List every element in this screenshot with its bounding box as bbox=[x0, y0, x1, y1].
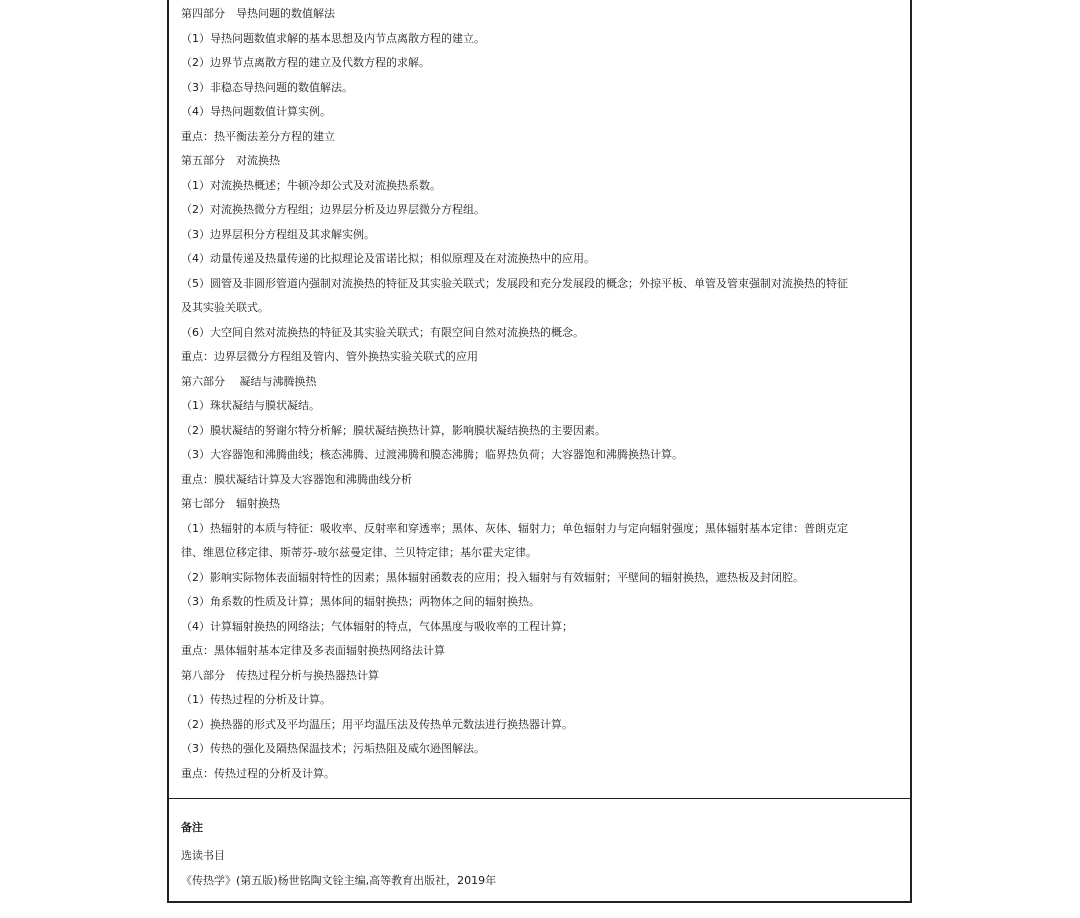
section-heading-part7: 第七部分 辐射换热 bbox=[181, 497, 280, 510]
key-point: 重点：膜状凝结计算及大容器饱和沸腾曲线分析 bbox=[181, 472, 412, 486]
section-heading-part5: 第五部分 对流换热 bbox=[181, 154, 280, 167]
list-item: （2）影响实际物体表面辐射特性的因素；黑体辐射函数表的应用；投入辐射与有效辐射；平壁间的辐射换热，遮热板及封闭腔。 bbox=[181, 570, 804, 584]
key-point: 重点：边界层微分方程组及管内、管外换热实验关联式的应用 bbox=[181, 350, 478, 363]
syllabus-table bbox=[167, 0, 912, 903]
list-item: （3）角系数的性质及计算；黑体间的辐射换热；两物体之间的辐射换热。 bbox=[181, 595, 540, 608]
list-item: （1）对流换热概述；牛顿冷却公式及对流换热系数。 bbox=[181, 178, 441, 192]
list-item: （1）传热过程的分析及计算。 bbox=[181, 693, 331, 706]
list-item: （2）膜状凝结的努谢尔特分析解；膜状凝结换热计算，影响膜状凝结换热的主要因素。 bbox=[181, 423, 606, 437]
list-item: （1）珠状凝结与膜状凝结。 bbox=[181, 399, 320, 412]
notes-cell bbox=[169, 800, 910, 893]
list-item: （6）大空间自然对流换热的特征及其实验关联式；有限空间自然对流换热的概念。 bbox=[181, 325, 584, 339]
list-item: （2）边界节点离散方程的建立及代数方程的求解。 bbox=[181, 56, 430, 69]
list-item: （4）计算辐射换热的网络法；气体辐射的特点，气体黑度与吸收率的工程计算； bbox=[181, 619, 573, 633]
list-item: （5）圆管及非圆形管道内强制对流换热的特征及其实验关联式；发展段和充分发展段的概念；外掠平板、单管及管束强制对流换热的特征 bbox=[181, 276, 848, 290]
list-item: （1）热辐射的本质与特征：吸收率、反射率和穿透率；黑体、灰体、辐射力；单色辐射力与定向辐射强度；黑体辐射基本定律：普朗克定 bbox=[181, 521, 848, 535]
key-point: 重点：黑体辐射基本定律及多表面辐射换热网络法计算 bbox=[181, 644, 445, 657]
syllabus-content-cell bbox=[169, 0, 910, 799]
section-heading-part4: 第四部分 导热问题的数值解法 bbox=[181, 7, 335, 20]
reading-list-label: 选读书目 bbox=[181, 849, 225, 862]
list-item: （1）导热问题数值求解的基本思想及内节点离散方程的建立。 bbox=[181, 31, 485, 45]
key-point: 重点：热平衡法差分方程的建立 bbox=[181, 129, 335, 143]
reference-book: 《传热学》(第五版)杨世铭陶文铨主编,高等教育出版社，2019年 bbox=[181, 873, 497, 887]
list-item-continuation: 律、维恩位移定律、斯蒂芬-玻尔兹曼定律、兰贝特定律；基尔霍夫定律。 bbox=[181, 546, 537, 559]
list-item: （3）传热的强化及隔热保温技术；污垢热阻及威尔逊图解法。 bbox=[181, 742, 485, 755]
list-item: （3）大容器饱和沸腾曲线；核态沸腾、过渡沸腾和膜态沸腾；临界热负荷；大容器饱和沸腾换热计算。 bbox=[181, 448, 683, 461]
list-item: （4）导热问题数值计算实例。 bbox=[181, 105, 331, 118]
list-item-continuation: 及其实验关联式。 bbox=[181, 301, 269, 314]
list-item: （3）非稳态导热问题的数值解法。 bbox=[181, 80, 353, 94]
list-item: （2）换热器的形式及平均温压；用平均温压法及传热单元数法进行换热器计算。 bbox=[181, 717, 573, 731]
list-item: （2）对流换热微分方程组；边界层分析及边界层微分方程组。 bbox=[181, 203, 485, 216]
notes-title: 备注 bbox=[181, 821, 203, 834]
section-heading-part6: 第六部分 凝结与沸腾换热 bbox=[181, 374, 317, 388]
list-item: （3）边界层积分方程组及其求解实例。 bbox=[181, 227, 375, 241]
list-item: （4）动量传递及热量传递的比拟理论及雷诺比拟；相似原理及在对流换热中的应用。 bbox=[181, 252, 595, 265]
section-heading-part8: 第八部分 传热过程分析与换热器热计算 bbox=[181, 668, 379, 682]
key-point: 重点：传热过程的分析及计算。 bbox=[181, 766, 335, 780]
